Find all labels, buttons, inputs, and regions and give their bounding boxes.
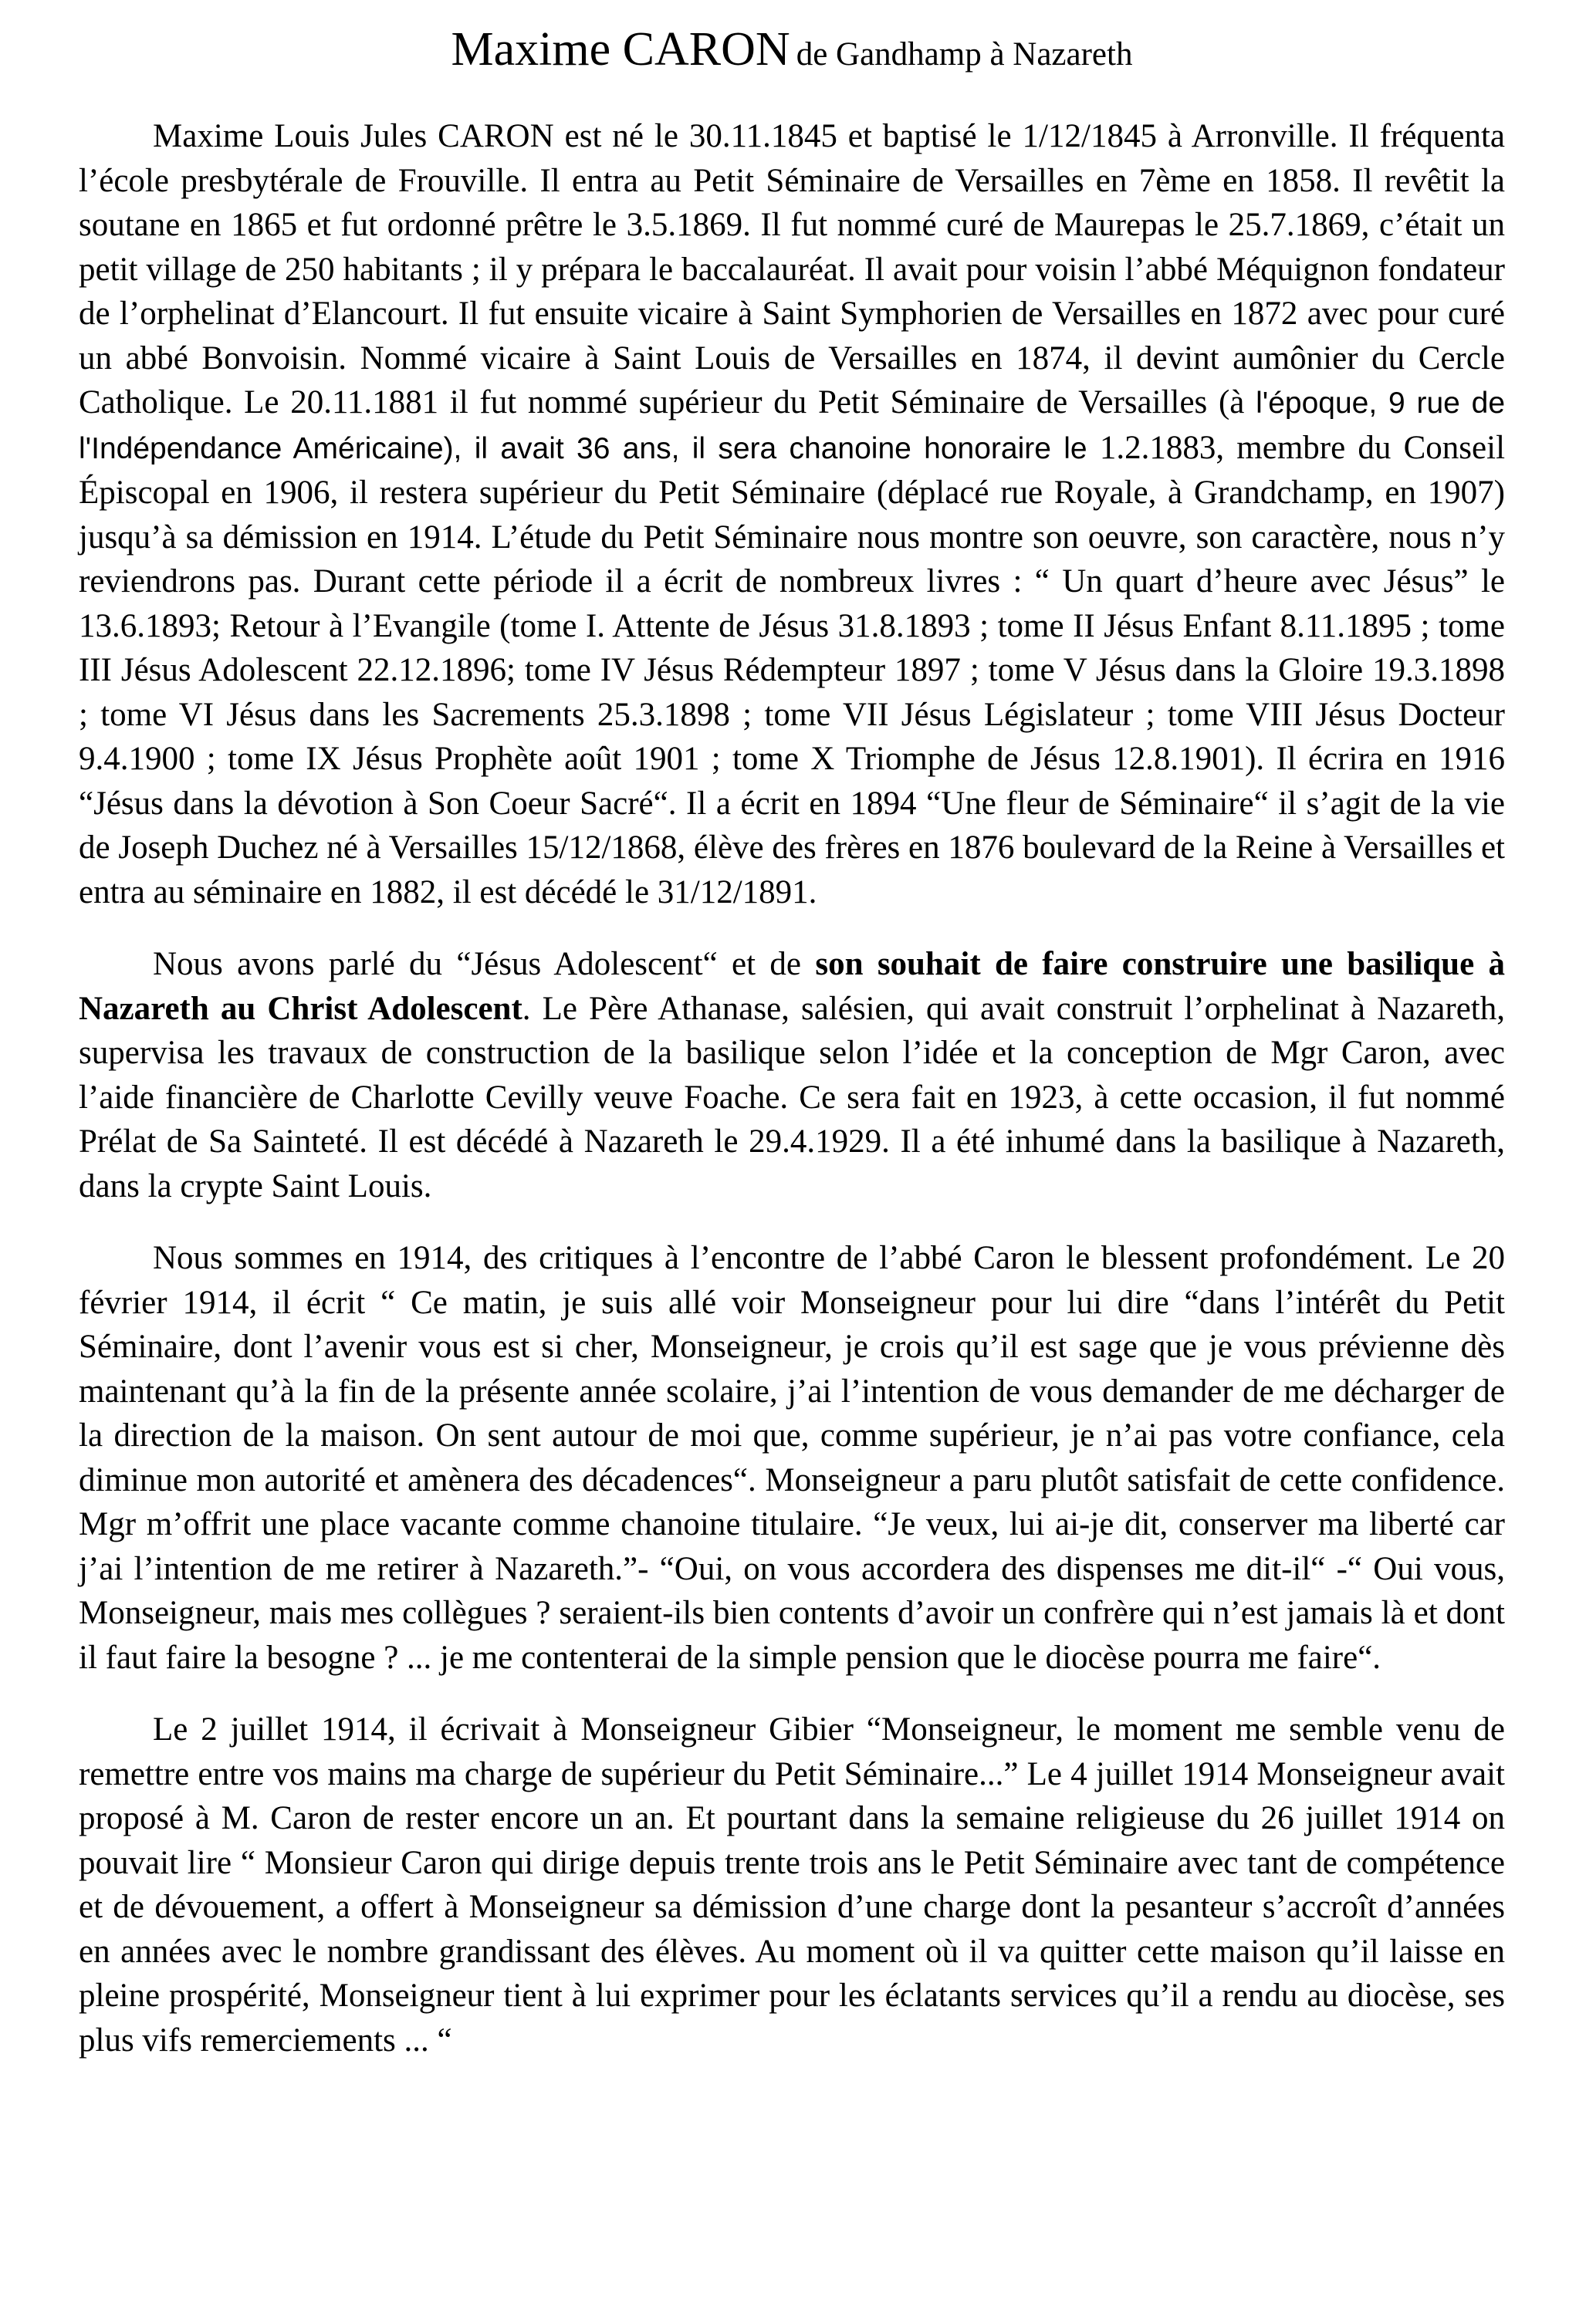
paragraph-1-part-c: 1.2.1883, membre du Conseil Épiscopal en 1906, il restera supérieur du Petit Séminaire (déplacé rue Royale, à Grandchamp, en 1907) jusqu’à sa démission en 1914. L’étude du Petit Séminaire nous montre son oeuvre, son caractère, nous n’y reviendrons pas. Durant cette période il a écrit de nombreux livres : “ Un quart d’heure avec Jésus” le 13.6.1893; Retour à l’Evangile (tome I. Attente de Jésus 31.8.1893 ; tome II Jésus Enfant 8.11.1895 ; tome III Jésus Adolescent 22.12.1896; tome IV Jésus Rédempteur 1897 ; tome V Jésus dans la Gloire 19.3.1898 ; tome VI Jésus dans les Sacrements 25.3.1898 ; tome VII Jésus Législateur ; tome VIII Jésus Docteur 9.4.1900 ; tome IX Jésus Prophète août 1901 ; tome X Triomphe de Jésus 12.8.1901). Il écrira en 1916 “Jésus dans la dévotion à Son Coeur Sacré“. Il a écrit en 1894 “Une fleur de Séminaire“ il s’agit de la vie de Joseph Duchez né à Versailles 15/12/1868, élève des frères en 1876 boulevard de la Reine à Versailles et entra au séminaire en 1882, il est décédé le 31/12/1891. <box>79 429 1506 910</box>
paragraph-1-part-b: l'époque, 9 rue de l'Indépendance Américaine), il avait 36 ans, il sera chanoine honoraire le <box>79 387 1506 465</box>
title-subtitle: de Gandhamp à Nazareth <box>796 36 1133 73</box>
title-main: Maxime CARON <box>451 23 790 76</box>
paragraph-3: Nous sommes en 1914, des critiques à l’encontre de l’abbé Caron le blessent profondément. Le 20 février 1914, il écrit “ Ce matin, je suis allé voir Monseigneur pour lui dire “dans l’intérêt du Petit Séminaire, dont l’avenir vous est si cher, Monseigneur, je crois qu’il est sage que je vous prévienne dès maintenant qu’à la fin de la présente année scolaire, j’ai l’intention de vous demander de me décharger de la direction de la maison. On sent autour de moi que, comme supérieur, je n’ai pas votre confiance, cela diminue mon autorité et amènera des décadences“. Monseigneur a paru plutôt satisfait de cette confidence. Mgr m’offrit une place vacante comme chanoine titulaire. “Je veux, lui ai-je dit, conserver ma liberté car j’ai l’intention de me retirer à Nazareth.”- “Oui, on vous accordera des dispenses me dit-il“ -“ Oui vous, Monseigneur, mais mes collègues ? seraient-ils bien contents d’avoir un confrère qui n’est jamais là et dont il faut faire la besogne ? ... je me contenterai de la simple pension que le diocèse pourra me faire“. <box>79 1240 1505 1676</box>
paragraph-4: Le 2 juillet 1914, il écrivait à Monseigneur Gibier “Monseigneur, le moment me semble venu de remettre entre vos mains ma charge de supérieur du Petit Séminaire...” Le 4 juillet 1914 Monseigneur avait proposé à M. Caron de rester encore un an. Et pourtant dans la semaine religieuse du 26 juillet 1914 on pouvait lire “ Monsieur Caron qui dirige depuis trente trois ans le Petit Séminaire avec tant de compétence et de dévouement, a offert à Monseigneur sa démission d’une charge dont la pesanteur s’accroît d’années en années avec le nombre grandissant des élèves. Au moment où il va quitter cette maison qu’il laisse en pleine prospérité, Monseigneur tient à lui exprimer pour les éclatants services qu’il a rendu au diocèse, ses plus vifs remerciements ... “ <box>79 1711 1505 2059</box>
paragraph-2-part-b: . Le Père Athanase, salésien, qui avait construit l’orphelinat à Nazareth, supervisa les travaux de construction de la basilique selon l’idée et la conception de Mgr Caron, avec l’aide financière de Charlotte Cevilly veuve Foache. Ce sera fait en 1923, à cette occasion, il fut nommé Prélat de Sa Sainteté. Il est décédé à Nazareth le 29.4.1929. Il a été inhumé dans la basilique à Nazareth, dans la crypte Saint Louis. <box>79 990 1505 1204</box>
paragraph-1 <box>79 114 1505 914</box>
document-page <box>79 23 1505 2090</box>
paragraph-2-bold: son souhait de faire construire une basilique à Nazareth au Christ Adolescent <box>79 946 1506 1027</box>
paragraph-2-part-a: Nous avons parlé du “Jésus Adolescent“ et de <box>153 946 801 983</box>
page-title <box>79 23 1505 76</box>
paragraph-2 <box>79 942 1505 1208</box>
paragraph-1-part-a: Maxime Louis Jules CARON est né le 30.11.1845 et baptisé le 1/12/1845 à Arronville. Il fréquenta l’école presbytérale de Frouville. Il entra au Petit Séminaire de Versailles en 7ème en 1858. Il revêtit la soutane en 1865 et fut ordonné prêtre le 3.5.1869. Il fut nommé curé de Maurepas le 25.7.1869, c’était un petit village de 250 habitants ; il y prépara le baccalauréat. Il avait pour voisin l’abbé Méquignon fondateur de l’orphelinat d’Elancourt. Il fut ensuite vicaire à Saint Symphorien de Versailles en 1872 avec pour curé un abbé Bonvoisin. Nommé vicaire à Saint Louis de Versailles en 1874, il devint aumônier du Cercle Catholique. Le 20.11.1881 il fut nommé supérieur du Petit Séminaire de Versailles (à <box>79 118 1505 421</box>
